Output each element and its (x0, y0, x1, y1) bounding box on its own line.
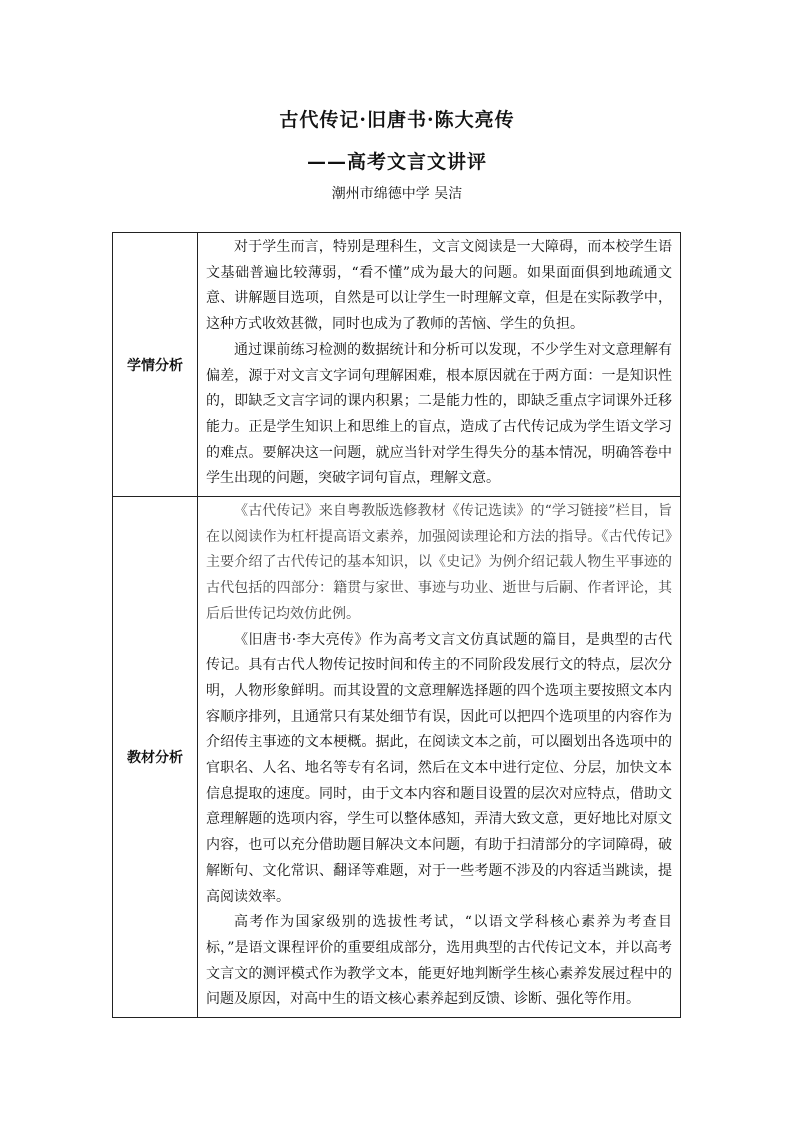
paragraph: 通过课前练习检测的数据统计和分析可以发现，不少学生对文意理解有偏差，源于对文言文字词句理解困难，根本原因就在于两方面：一是知识性的，即缺乏文言字词的课内积累；二是能力性的，即缺乏重点字词课外迁移能力。正是学生知识上和思维上的盲点，造成了古代传记成为学生语文学习的难点。要解决这一问题，就应当针对学生得失分的基本情况，明确答卷中学生出现的问题，突破字词句盲点，理解文意。 (206, 341, 672, 487)
table-row (113, 233, 681, 497)
row-label-student-analysis: 学情分析 (113, 233, 198, 497)
paragraph: 《古代传记》来自粤教版选修教材《传记选读》的“学习链接”栏目，旨在以阅读作为杠杆提高语文素养，加强阅读理论和方法的指导。《古代传记》主要介绍了古代传记的基本知识，以《史记》为例介绍记载人物生平事迹的古代包括的四部分：籍贯与家世、事迹与功业、逝世与后嗣、作者评论，其后后世传记均效仿此例。 (206, 503, 672, 622)
analysis-table (112, 232, 681, 1018)
paragraph: 高考作为国家级别的选拔性考试，“以语文学科核心素养为考查目标，”是语文课程评价的重要组成部分，选用典型的古代传记文本，并以高考文言文的测评模式作为教学文本，能更好地判断学生核心素养发展过程中的问题及原因，对高中生的语文核心素养起到反馈、诊断、强化等作用。 (206, 914, 672, 1008)
page-title: 古代传记·旧唐书·陈大亮传 (279, 109, 515, 131)
row-content-student-analysis (198, 233, 681, 497)
paragraph: 《旧唐书·李大亮传》作为高考文言文仿真试题的篇目，是典型的古代传记。具有古代人物传记按时间和传主的不同阶段发展行文的特点，层次分明，人物形象鲜明。而其设置的文意理解选择题的四个选项主要按照文本内容顺序排列，且通常只有某处细节有误，因此可以把四个选项里的内容作为介绍传主事迹的文本梗概。据此，在阅读文本之前，可以圈划出各选项中的官职名、人名、地名等专有名词，然后在文本中进行定位、分层，加快文本信息提取的速度。同时，由于文本内容和题目设置的层次对应特点，借助文意理解题的选项内容，学生可以整体感知，弄清大致文意，更好地比对原文内容，也可以充分借助题目解决文本问题，有助于扫清部分的字词障碍，破解断句、文化常识、翻译等难题，对于一些考题不涉及的内容适当跳读，提高阅读效率。 (206, 631, 672, 905)
row-content-textbook-analysis (198, 497, 681, 1018)
row-label-textbook-analysis: 教材分析 (113, 497, 198, 1018)
page-subtitle: ——高考文言文讲评 (306, 151, 487, 173)
table-row (113, 497, 681, 1018)
author-line: 潮州市绵德中学 吴洁 (331, 186, 463, 202)
paragraph: 对于学生而言，特别是理科生，文言文阅读是一大障碍，而本校学生语文基础普遍比较薄弱，“看不懂”成为最大的问题。如果面面俱到地疏通文意、讲解题目选项，自然是可以让学生一时理解文章，但是在实际教学中，这种方式收效甚微，同时也成为了教师的苦恼、学生的负担。 (206, 239, 672, 333)
